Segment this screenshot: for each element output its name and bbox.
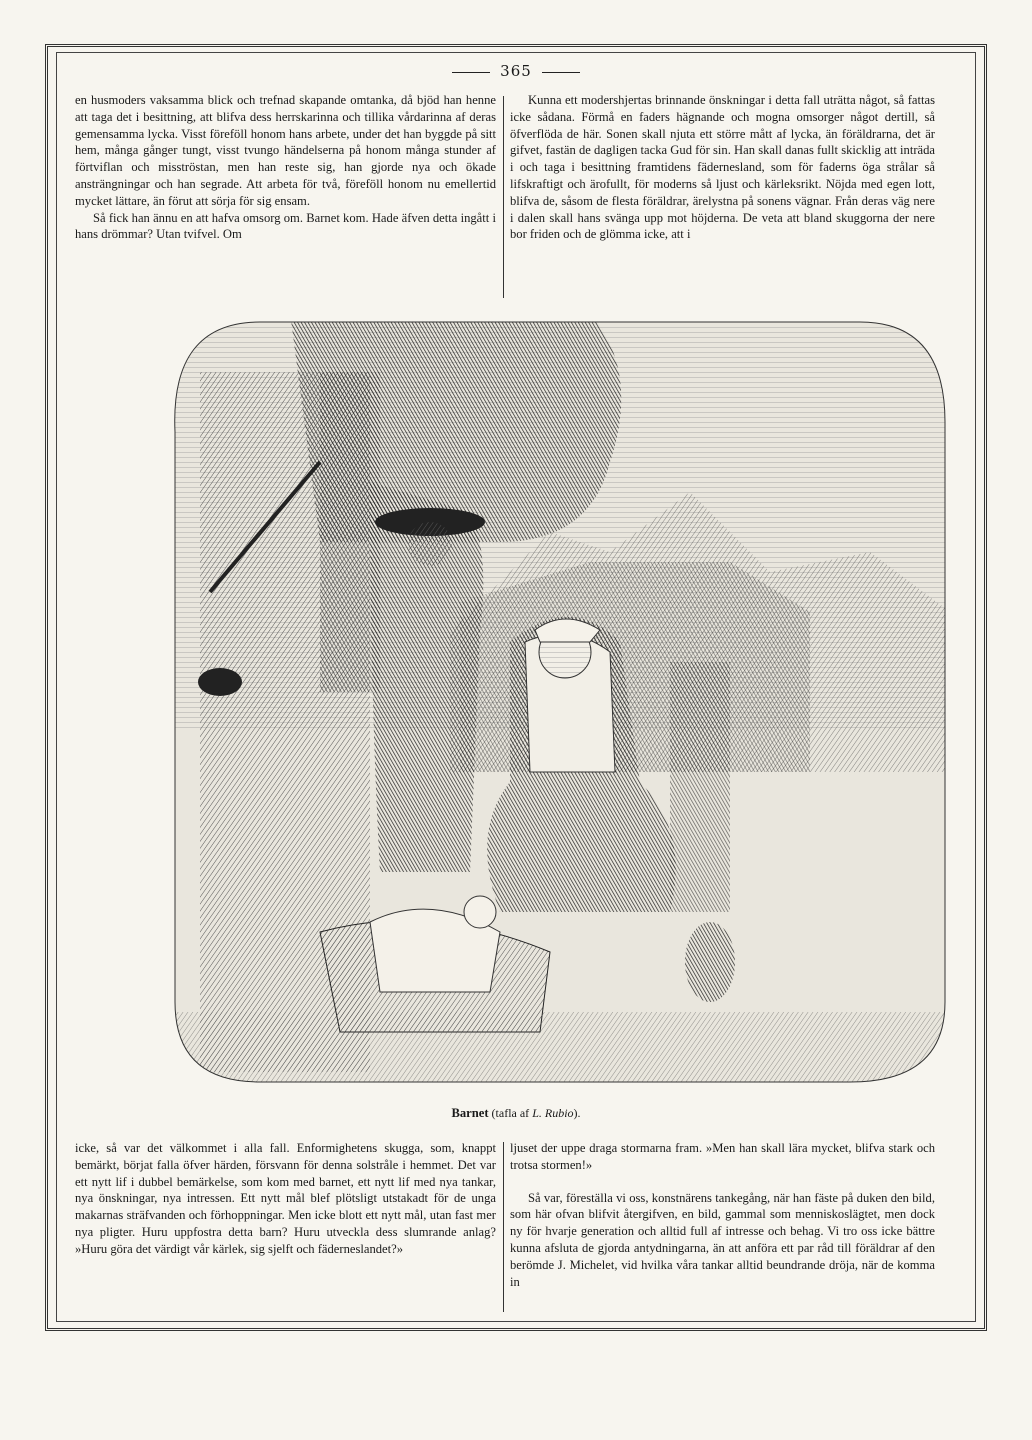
caption-text-pre: (tafla af [488, 1106, 533, 1120]
page-number-dash-left [452, 72, 490, 73]
caption-title: Barnet [451, 1106, 489, 1120]
engraving-image [170, 312, 950, 1092]
column-top-right [510, 92, 935, 243]
column-bottom-left [75, 1140, 496, 1258]
column-top-left [75, 92, 496, 243]
caption-text-post: ). [573, 1106, 581, 1120]
page-number-text: 365 [500, 62, 532, 80]
paragraph: Kunna ett modershjertas brinnande önskningar i detta fall uträtta något, så fattas icke sådana. Förmå en faders hägnande och mogna omsorger något dertill, så öfverflöda de här. Sonen skall njuta ett större mått af lycka, än föräldrarna, det är gifvet, fastän de dagligen tacka Gud för sin. Han skall danas fullt skicklig att inträda i och taga i besittning framtidens fädernesland, som för faderns öga strålar så lifskraftigt och ärofullt, för moderns så ljust och kärleksrikt. Nöjda med egen lott, blifva de, såsom de flesta föräldrar, ärelystna på sonens vägnar. Från deras väg nere i dalen skall hans svänga upp mot höjderna. De veta att bland skuggorna der nere bor friden och de glömma icke, att i [510, 93, 935, 242]
page-number [0, 62, 1032, 80]
paragraph: ljuset der uppe draga stormarna fram. »Men han skall lära mycket, blifva stark och trotsa stormen!» [510, 1141, 935, 1172]
page-number-dash-right [542, 72, 580, 73]
engraving-barnet [170, 312, 950, 1092]
paragraph: Så var, föreställa vi oss, konstnärens tankegång, när han fäste på duken den bild, som här ofvan blifvit återgifven, en bild, gammal som menniskoslägtet, men dock ny för hvarje generation och alltid full af intresse och behag. Vi tro oss icke bättre kunna afsluta de gjorda antydningarna, än att anföra ett par råd till föräldrar af den berömde J. Michelet, vid hvilka våra tankar alltid beundrande dröja, när de komma in [510, 1190, 935, 1289]
paragraph: Så fick han ännu en att hafva omsorg om. Barnet kom. Hade äfven detta ingått i hans drömmar? Utan tvifvel. Om [75, 210, 496, 242]
column-divider-top [503, 96, 504, 298]
column-bottom-right [510, 1140, 935, 1290]
caption-artist: L. Rubio [532, 1106, 574, 1120]
illustration-caption [0, 1106, 1032, 1121]
paragraph-gap [510, 1174, 935, 1190]
paragraph: icke, så var det välkommet i alla fall. Enformighetens skugga, som, knappt bemärkt, börjat falla öfver härden, försvann för denna solstråle i hemmet. Det var ett nytt lif i dubbel bemärkelse, som kom med barnet, ett nytt lif med nya tankar, nya önskningar, nya intressen. Ett nytt mål blef plötsligt utstakadt för de unga makarnas sträfvanden och förhoppningar. Men icke blott ett nytt mål, utan fast mer nya pligter. Huru uppfostra detta barn? Huru utveckla dess slumrande anlag? »Huru göra det värdigt vår kärlek, sig sjelft och fäderneslandet?» [75, 1141, 496, 1256]
column-divider-bottom [503, 1142, 504, 1312]
paragraph: en husmoders vaksamma blick och trefnad skapande omtanka, då bjöd han henne att taga det i besittning, att blifva dess herrskarinna och tillika vårdarinna af deras gemensamma lycka. Visst föreföll honom hans arbete, under det han byggde på sitt hem, många gånger tungt, visst tvungo händelserna på honom många stunder af förtviflan och misströstan, men han reste sig, han gjorde nya och ökade ansträngningar och han segrade. Att arbeta för två, föreföll honom nu emellertid mycket lättare, än förut att sörja för sig ensam. [75, 93, 496, 208]
